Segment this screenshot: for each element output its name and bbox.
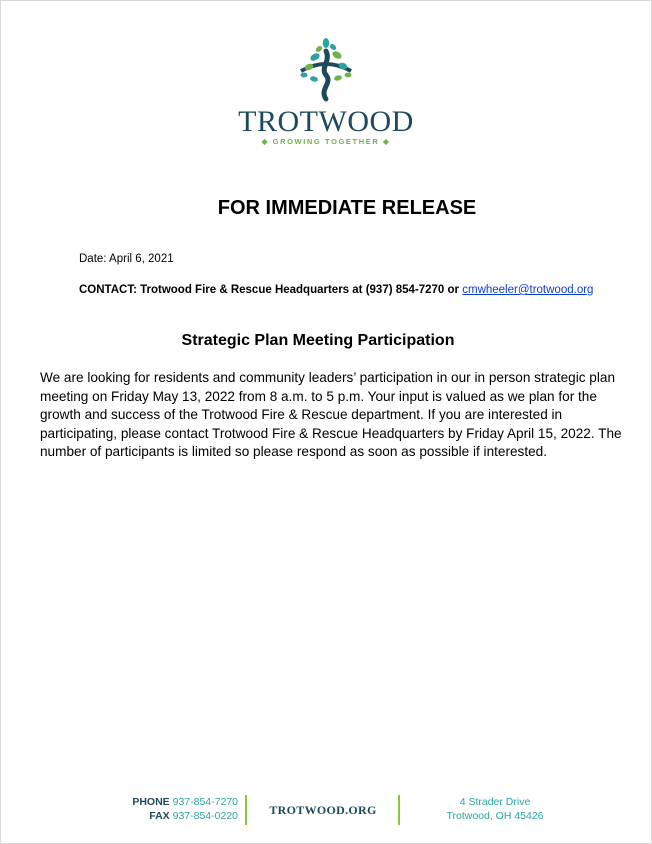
footer-address	[409, 795, 581, 823]
trotwood-logo	[231, 35, 421, 151]
article-title: Strategic Plan Meeting Participation	[181, 332, 455, 349]
footer-phone	[61, 795, 238, 809]
fax-number: 937-854-0220	[172, 810, 238, 822]
contact-label: CONTACT: Trotwood Fire & Rescue Headquarters at (937) 854-7270 or	[79, 284, 463, 296]
logo-wordmark: TROTWOOD	[238, 105, 414, 138]
release-date: Date: April 6, 2021	[79, 253, 174, 265]
contact-line	[79, 284, 593, 296]
footer-divider	[245, 795, 247, 825]
phone-label: PHONE	[132, 796, 170, 808]
address-line-1: 4 Strader Drive	[459, 796, 531, 808]
tree-emblem-icon	[289, 35, 363, 103]
release-heading: FOR IMMEDIATE RELEASE	[217, 197, 477, 219]
diamond-icon: ◆	[379, 137, 391, 146]
footer-fax	[61, 809, 238, 823]
article-body: We are looking for residents and community leaders’ participation in our in person strategic plan meeting on Friday May 13, 2022 from 8 a.m. to 5 p.m. Your input is valued as we plan for the growth and success of the Trotwood Fire & Rescue department. If you are interested in participating, please contact Trotwood Fire & Rescue Headquarters by Friday April 15, 2022. The number of participants is limited so please respond as soon as possible if interested.	[40, 370, 622, 459]
phone-number: 937-854-7270	[172, 796, 238, 808]
letterhead-footer	[1, 791, 652, 831]
fax-label: FAX	[149, 810, 170, 822]
address-line-2: Trotwood, OH 45426	[446, 810, 544, 822]
footer-contact-numbers	[61, 795, 238, 823]
logo-tagline-text: GROWING TOGETHER	[272, 137, 380, 146]
contact-email-link[interactable]: cmwheeler@trotwood.org	[462, 284, 594, 296]
footer-website: TROTWOOD.ORG	[269, 803, 377, 817]
footer-divider	[398, 795, 400, 825]
diamond-icon: ◆	[261, 137, 273, 146]
logo-tagline	[231, 137, 421, 146]
